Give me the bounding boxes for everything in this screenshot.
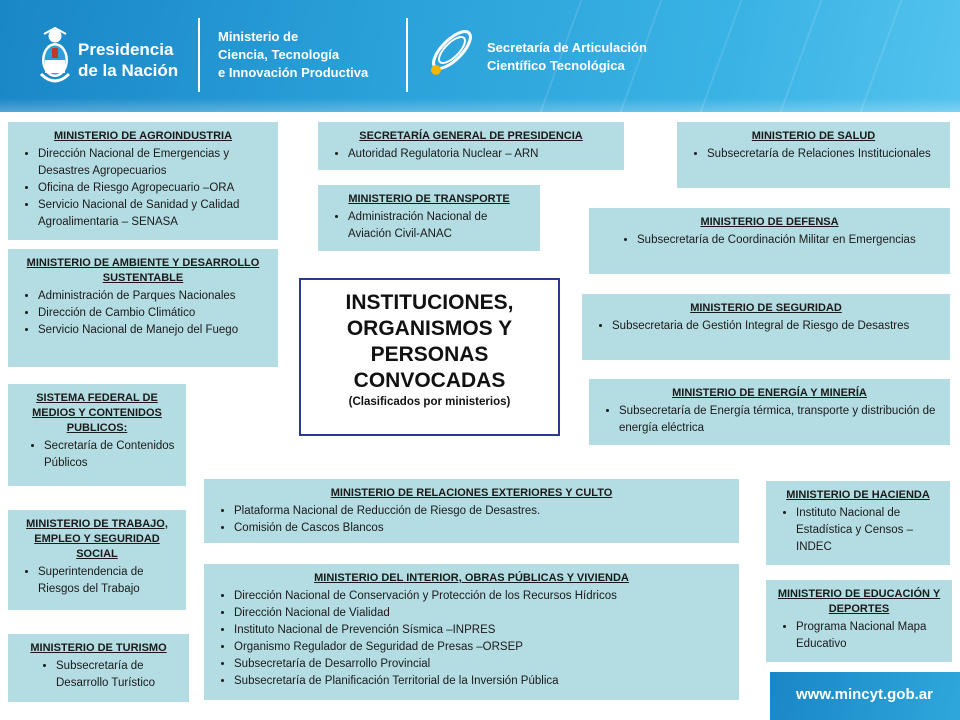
list-item: • Subsecretaría de Coordinación Militar en Emergencias [637, 232, 942, 249]
box-title: MINISTERIO DE SALUD [751, 130, 876, 142]
box-title: SISTEMA FEDERAL DE MEDIOS Y CONTENIDOS PUBLICOS: [32, 392, 162, 434]
list-item: • Subsecretaría de Planificación Territorial de la Inversión Pública [234, 673, 731, 690]
list-item: • Superintendencia de Riesgos del Trabajo [38, 564, 178, 598]
box-exteriores [204, 479, 739, 543]
box-title: MINISTERIO DE AMBIENTE Y DESARROLLO SUSTENTABLE [26, 257, 260, 284]
center-title-line-2: ORGANISMOS Y [346, 317, 513, 340]
box-turismo [8, 634, 189, 702]
list-item: • Administración de Parques Nacionales [38, 288, 270, 305]
footer-url[interactable]: www.mincyt.gob.ar [796, 686, 933, 703]
secretaria-line-1: Secretaría de Articulación [487, 40, 647, 55]
box-interior [204, 564, 739, 700]
box-title: MINISTERIO DE EDUCACIÓN Y DEPORTES [777, 588, 941, 615]
box-educacion [766, 580, 952, 662]
box-title: MINISTERIO DE ENERGÍA Y MINERÍA [672, 387, 867, 399]
box-title: SECRETARÍA GENERAL DE PRESIDENCIA [359, 130, 583, 142]
list-item: • Subsecretaría de Desarrollo Turístico [56, 658, 181, 692]
ministerio-line-3: e Innovación Productiva [218, 65, 369, 80]
box-hacienda [766, 481, 950, 565]
presidencia-line-1: Presidencia [78, 40, 174, 59]
list-item: • Programa Nacional Mapa Educativo [796, 619, 944, 653]
list-item: • Subsecretaría de Desarrollo Provincial [234, 656, 731, 673]
presidencia-line-2: de la Nación [78, 61, 179, 80]
center-title-line-1: INSTITUCIONES, [345, 291, 514, 314]
list-item: • Secretaría de Contenidos Públicos [44, 438, 178, 472]
header-banner [0, 0, 960, 112]
list-item: • Plataforma Nacional de Reducción de Riesgo de Desastres. [234, 503, 731, 520]
box-energia [589, 379, 950, 445]
center-subtitle: (Clasificados por ministerios) [348, 396, 511, 408]
secretaria-line-2: Científico Tecnológica [487, 58, 625, 73]
box-salud [677, 122, 950, 188]
list-item: • Oficina de Riesgo Agropecuario –ORA [38, 180, 270, 197]
list-item: • Servicio Nacional de Manejo del Fuego [38, 322, 270, 339]
list-item: • Administración Nacional de Aviación Civil-ANAC [348, 209, 532, 243]
box-title: MINISTERIO DE TURISMO [30, 642, 167, 654]
box-title: MINISTERIO DE RELACIONES EXTERIORES Y CULTO [330, 487, 613, 499]
box-transporte [318, 185, 540, 251]
list-item: • Instituto Nacional de Prevención Sísmica –INPRES [234, 622, 731, 639]
list-item: • Subsecretaría de Energía térmica, transporte y distribución de energía eléctrica [619, 403, 942, 437]
center-title-line-4: CONVOCADAS [353, 369, 506, 392]
box-title: MINISTERIO DEL INTERIOR, OBRAS PÚBLICAS Y VIVIENDA [314, 572, 629, 584]
list-item: • Autoridad Regulatoria Nuclear – ARN [348, 146, 616, 163]
box-medios [8, 384, 186, 486]
box-title: MINISTERIO DE HACIENDA [786, 489, 930, 501]
box-defensa [589, 208, 950, 274]
box-seguridad [582, 294, 950, 360]
list-item: • Dirección Nacional de Vialidad [234, 605, 731, 622]
header-divider-1 [198, 18, 200, 92]
box-ambiente [8, 249, 278, 367]
box-trabajo [8, 510, 186, 610]
header-divider-2 [406, 18, 408, 92]
box-title: MINISTERIO DE TRANSPORTE [348, 193, 510, 205]
footer-url-banner [770, 672, 960, 720]
list-item: • Organismo Regulador de Seguridad de Presas –ORSEP [234, 639, 731, 656]
list-item: • Servicio Nacional de Sanidad y Calidad Agroalimentaria – SENASA [38, 197, 270, 231]
box-title: MINISTERIO DE AGROINDUSTRIA [53, 130, 233, 142]
list-item: • Comisión de Cascos Blancos [234, 520, 731, 537]
secretaria-orbit-logo [424, 22, 480, 82]
box-title: MINISTERIO DE DEFENSA [700, 216, 839, 228]
list-item: • Dirección Nacional de Emergencias y Desastres Agropecuarios [38, 146, 270, 180]
box-title: MINISTERIO DE SEGURIDAD [690, 302, 842, 314]
list-item: • Subsecretaría de Relaciones Institucionales [707, 146, 942, 163]
center-title-line-3: PERSONAS [370, 343, 489, 366]
center-title-box [299, 278, 560, 436]
box-agroindustria [8, 122, 278, 240]
list-item: • Dirección de Cambio Climático [38, 305, 270, 322]
escudo-nacional-logo [38, 26, 72, 86]
ministerio-line-1: Ministerio de [218, 29, 299, 44]
list-item: • Dirección Nacional de Conservación y Protección de los Recursos Hídricos [234, 588, 731, 605]
list-item: • Instituto Nacional de Estadística y Censos – INDEC [796, 505, 942, 556]
box-presidencia [318, 122, 624, 170]
box-title: MINISTERIO DE TRABAJO, EMPLEO Y SEGURIDAD SOCIAL [26, 518, 168, 560]
ministerio-line-2: Ciencia, Tecnología [218, 47, 340, 62]
list-item: • Subsecretaria de Gestión Integral de Riesgo de Desastres [612, 318, 942, 335]
